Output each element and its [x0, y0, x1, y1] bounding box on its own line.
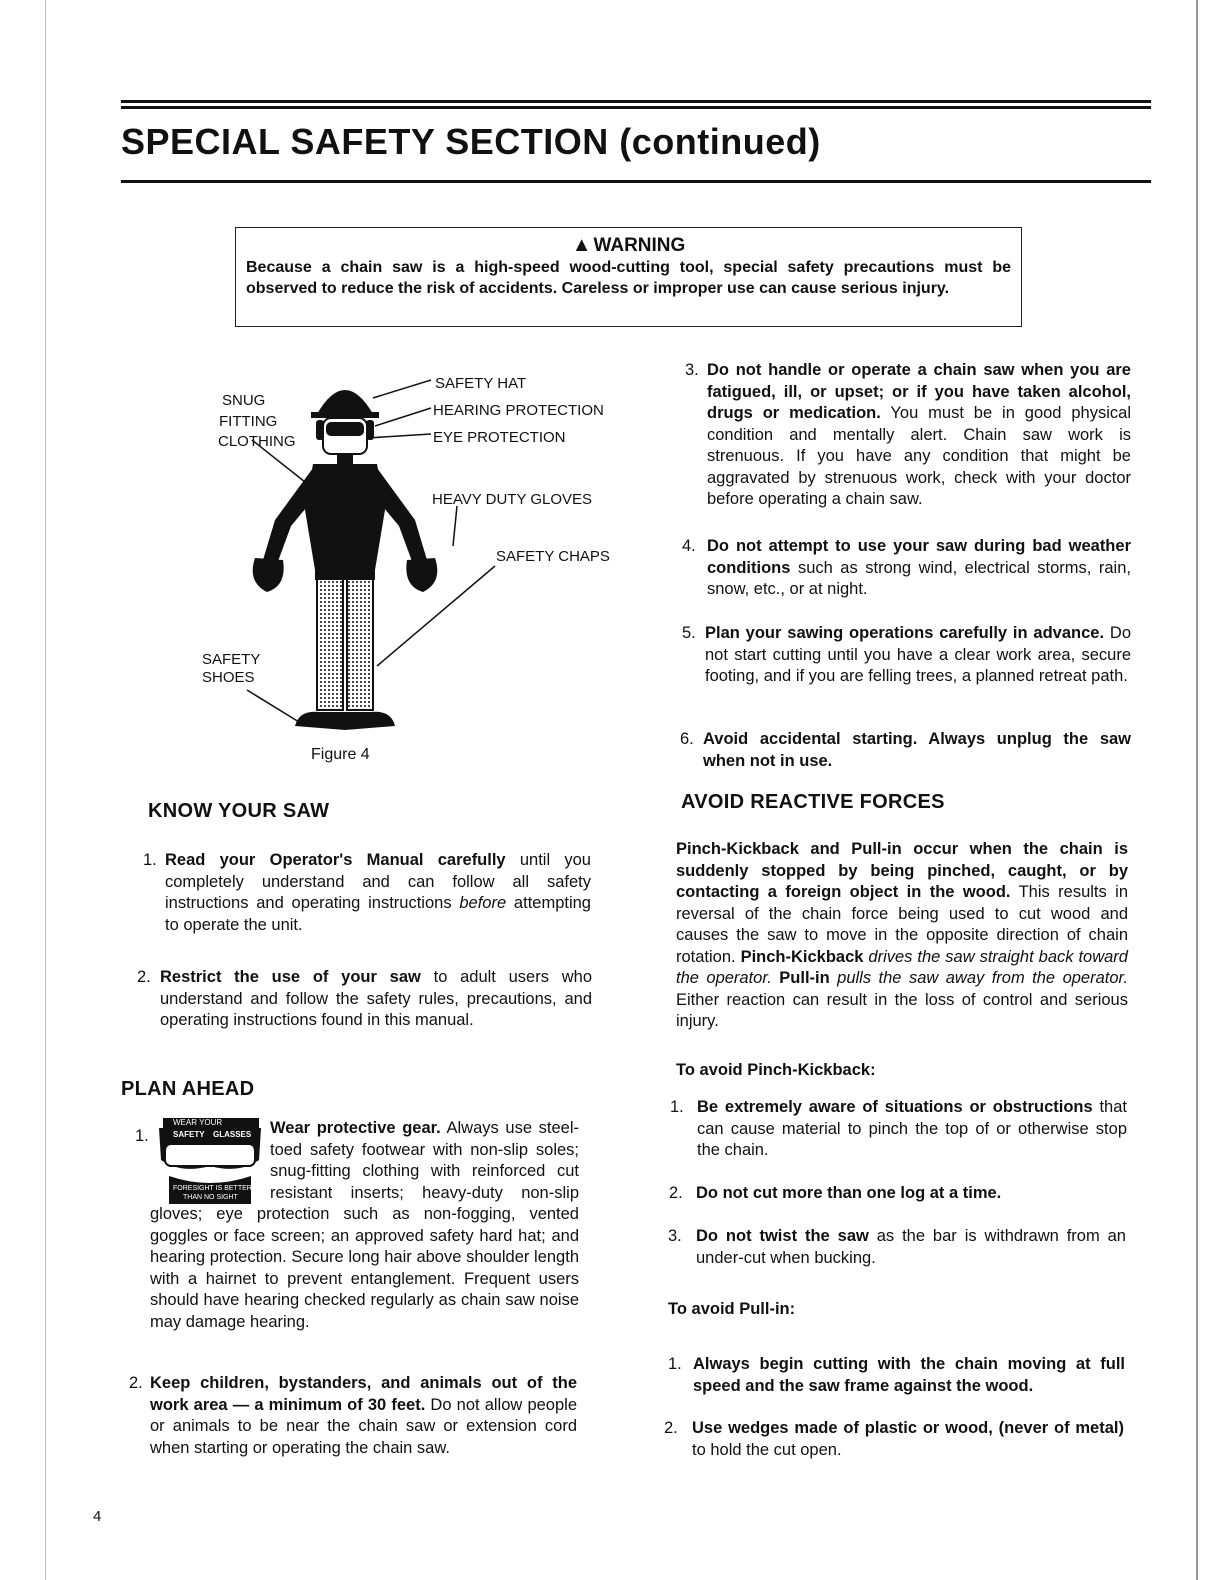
badge-glasses-text: GLASSES [213, 1130, 252, 1139]
item-text: Do not start cutting until you have a clear work area, secure footing, and if you are felling trees, a planned retreat path. [705, 624, 1131, 685]
pull-heading-text: To avoid Pull-in: [668, 1300, 796, 1318]
shoe-left-icon [295, 712, 345, 730]
item-number: 3. [668, 1227, 682, 1245]
plan-item-2 [129, 1373, 579, 1463]
header-rule-bottom [121, 180, 1151, 183]
header-rule-top [121, 100, 1151, 103]
label-snug: SNUG [222, 392, 266, 409]
item-bold: Avoid accidental starting. Always unplug the saw when not in use. [703, 730, 1131, 770]
chaps-right-icon [347, 570, 373, 710]
item-text: until you completely understand and can follow all safety instructions and operating instructions [165, 851, 591, 912]
warning-text: Because a chain saw is a high-speed wood-cutting tool, special safety precautions must be observed to reduce the risk of accidents. Careless or improper use can cause serious injury. [246, 259, 1011, 297]
label-clothing: CLOTHING [218, 433, 296, 450]
pinch-kickback-desc: drives the saw straight back toward the operator. [676, 947, 1128, 987]
pull-in-heading [668, 1299, 795, 1321]
item-text: to adult users who understand and follow the safety rules, precautions, and operating instructions found in this manual. [160, 968, 592, 1029]
pinch-item-1 [670, 1097, 1130, 1163]
label-shoes: SHOES [202, 669, 255, 686]
know-item-2 [137, 967, 595, 1037]
scan-left-edge [45, 0, 46, 1580]
right-item-3 [685, 360, 1131, 510]
item-text: You must be in good physical condition and mentally alert. Chain saw work is strenuous. If you have any condition that might be aggravated by strenuous work, check with your doctor before operating a chain saw. [707, 404, 1131, 508]
item-bold: Always begin cutting with the chain moving at full speed and the saw frame against the wood. [693, 1355, 1125, 1395]
item-bold: Be extremely aware of situations or obstructions [697, 1098, 1093, 1116]
item-number: 1. [670, 1098, 684, 1116]
badge-bottom-text-1: FORESIGHT IS BETTER [173, 1185, 252, 1192]
item-text: such as strong wind, electrical storms, rain, snow, etc., or at night. [707, 558, 1131, 598]
label-safety-hat: SAFETY HAT [435, 375, 527, 392]
item-bold: Keep children, bystanders, and animals out of the work area — a minimum of 30 feet. [150, 1374, 577, 1414]
warning-heading-text: WARNING [593, 235, 686, 256]
page-title: SPECIAL SAFETY SECTION (continued) [121, 121, 821, 162]
page-number: 4 [93, 1508, 102, 1525]
reactive-forces-heading: AVOID REACTIVE FORCES [681, 791, 945, 813]
item-bold: Use wedges made of plastic or wood, (never of metal) [692, 1419, 1124, 1437]
item-bold: Do not cut more than one log at a time. [696, 1184, 1002, 1202]
item-number: 1. [143, 851, 157, 869]
ear-muff-left-icon [316, 420, 324, 440]
item-number: 3. [685, 361, 699, 379]
reactive-paragraph [676, 839, 1128, 1033]
pinch-item-2 [669, 1183, 1129, 1207]
item-text: Do not allow people or animals to be near the chain saw or extension cord when starting or operating the chain saw. [150, 1395, 578, 1457]
pinch-heading-text: To avoid Pinch-Kickback: [676, 1061, 876, 1079]
item-bold: Do not attempt to use your saw during bad weather conditions [707, 537, 1131, 577]
warning-triangle-icon: ▲ [571, 234, 592, 256]
pull-item-1 [668, 1354, 1128, 1400]
label-heavy-duty-gloves: HEAVY DUTY GLOVES [432, 491, 593, 508]
plan-ahead-heading: PLAN AHEAD [121, 1078, 255, 1100]
badge-bottom-text-2: THAN NO SIGHT [183, 1194, 238, 1201]
glove-left-icon [253, 558, 284, 592]
pull-in-desc: pulls the saw away from the operator. [829, 969, 1128, 987]
plan-item-1-number: 1. [135, 1127, 149, 1145]
badge-top-text: WEAR YOUR [173, 1118, 223, 1127]
label-fitting: FITTING [219, 413, 278, 430]
item-text-2: attempting to operate the unit. [165, 894, 591, 934]
pull-item-2 [664, 1418, 1128, 1464]
chaps-left-icon [317, 570, 343, 710]
item-bold: Wear protective gear. [270, 1119, 441, 1137]
item-text: to hold the cut open. [692, 1440, 842, 1459]
item-number: 1. [668, 1355, 682, 1373]
item-number: 2. [137, 968, 151, 986]
glove-right-icon [406, 558, 437, 592]
item-number: 6. [680, 730, 694, 748]
shoe-right-icon [345, 712, 395, 730]
item-bold: Do not twist the saw [696, 1227, 869, 1245]
item-bold: Do not handle or operate a chain saw when you are fatigued, ill, or upset; or if you have taken alcohol, drugs or medication. [707, 361, 1131, 422]
know-item-1 [143, 850, 595, 940]
header-rule-top2 [121, 106, 1151, 109]
paragraph-text-end: Either reaction can result in the loss of control and serious injury. [676, 990, 1128, 1030]
pinch-item-3 [668, 1226, 1128, 1272]
item-bold: Restrict the use of your saw [160, 968, 421, 986]
warning-box [235, 227, 1022, 327]
item-number: 5. [682, 624, 696, 642]
item-number: 2. [129, 1374, 143, 1392]
item-text: that can cause material to pinch the top of or otherwise stop the chain. [697, 1098, 1127, 1159]
item-text: as the bar is withdrawn from an under-cut when bucking. [696, 1227, 1126, 1267]
label-safety-chaps: SAFETY CHAPS [496, 548, 610, 565]
pinch-kickback-term: Pinch-Kickback [740, 947, 864, 966]
know-your-saw-heading: KNOW YOUR SAW [148, 800, 330, 822]
safety-hat-icon [317, 390, 373, 414]
item-number: 4. [682, 537, 696, 555]
item-bold: Read your Operator's Manual carefully [165, 851, 506, 869]
right-item-4 [682, 536, 1131, 602]
badge-safety-text: SAFETY [173, 1130, 205, 1139]
right-item-5 [682, 623, 1131, 711]
pinch-kickback-heading [676, 1060, 876, 1082]
label-eye-protection: EYE PROTECTION [433, 429, 566, 446]
item-bold: Plan your sawing operations carefully in advance. [705, 624, 1105, 642]
item-number: 2. [669, 1184, 683, 1202]
label-hearing-protection: HEARING PROTECTION [433, 402, 604, 419]
item-number: 2. [664, 1419, 678, 1437]
plan-item-1-text [150, 1118, 579, 1333]
label-safety: SAFETY [202, 651, 261, 668]
paragraph-text: This results in reversal of the chain force being used to cut wood and causes the saw to move in the opposite direction of chain rotation. [676, 883, 1128, 966]
item-italic: before [459, 894, 507, 912]
pull-in-term: Pull-in [771, 969, 830, 987]
item-text: Always use steel-toed safety footwear with non-slip soles; snug-fitting clothing with reinforced cut resistant inserts; heavy-duty non-slip gloves; eye protection such as non-fogging, vented goggles or face screen; an approved safety hard hat; and hearing protection. Secure long hair above shoulder length with a hairnet to prevent entanglement. Frequent users should have hearing checked regularly as chain saw noise may damage hearing. [150, 1119, 580, 1331]
paragraph-bold: Pinch-Kickback and Pull-in occur when the chain is suddenly stopped by being pinched, caught, or by contacting a foreign object in the wood. [676, 840, 1128, 901]
warning-heading [246, 234, 1011, 257]
figure-caption: Figure 4 [311, 746, 370, 763]
scan-right-edge [1196, 0, 1198, 1580]
goggles-icon [326, 422, 364, 436]
right-item-6 [680, 729, 1131, 775]
